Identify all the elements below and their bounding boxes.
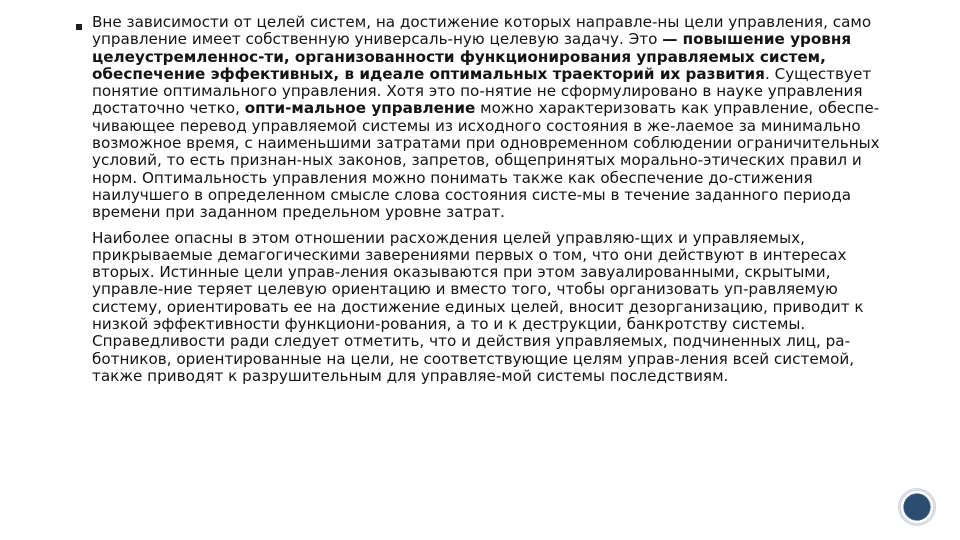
- square-bullet-icon: [76, 24, 82, 30]
- paragraph-1-middle: . Существует понятие оптимального управления. Хотя это по-нятие не сформулировано в науке управления достаточно четко,: [92, 64, 872, 118]
- paragraph-optimal-management: [92, 14, 892, 222]
- slide-number-badge-icon: [899, 489, 935, 525]
- paragraph-goal-divergence: [92, 230, 892, 386]
- paragraph-1-rest: можно характеризовать как управление, обеспе-чивающее перевод управляемой системы из исходного состояния в же-лаемое за минимально возможное время, с наименьшими затратами при одновременном соблюдении ограничительных условий, то есть признан-ных законов, запретов, общепринятых морально-этических правил и норм. Оптимальность управления можно понимать также как обеспечение до-стижения наилучшего в определенном смысле слова состояния систе-мы в течение заданного периода времени при заданном предельном уровне затрат.: [92, 99, 880, 222]
- paragraph-2-text: Наиболее опасны в этом отношении расхождения целей управляю-щих и управляемых, прикрываемые демагогическими заверениями первых о том, что они действуют в интересах вторых. Истинные цели управ-ления оказываются при этом завуалированными, скрытыми, управле-ние теряет целевую ориентацию и вместо того, чтобы организовать уп-равляемую систему, ориентировать ее на достижение единых целей, вносит дезорганизацию, приводит к низкой эффективности функциони-рования, а то и к деструкции, банкротству системы. Справедливости ради следует отметить, что и действия управляемых, подчиненных лиц, ра-ботников, ориентированные на цели, не соответствующие целям управ-ления всей системой, также приводят к разрушительным для управляе-мой системы последствиям.: [92, 228, 864, 385]
- paragraph-1-term-optimal-management: опти-мальное управление: [244, 99, 476, 118]
- paragraph-1-bold-statement: — повышение уровня целеустремленнос-ти, организованности функционирования управляемых систем, обеспечение эффективных, в идеале оптимальных траекторий их развития: [92, 30, 852, 83]
- slide-body-text: [92, 14, 892, 385]
- paragraph-1-intro: Вне зависимости от целей систем, на достижение которых направле-ны цели управления, само управление имеет собственную универсаль-ную целевую задачу. Это: [92, 13, 872, 49]
